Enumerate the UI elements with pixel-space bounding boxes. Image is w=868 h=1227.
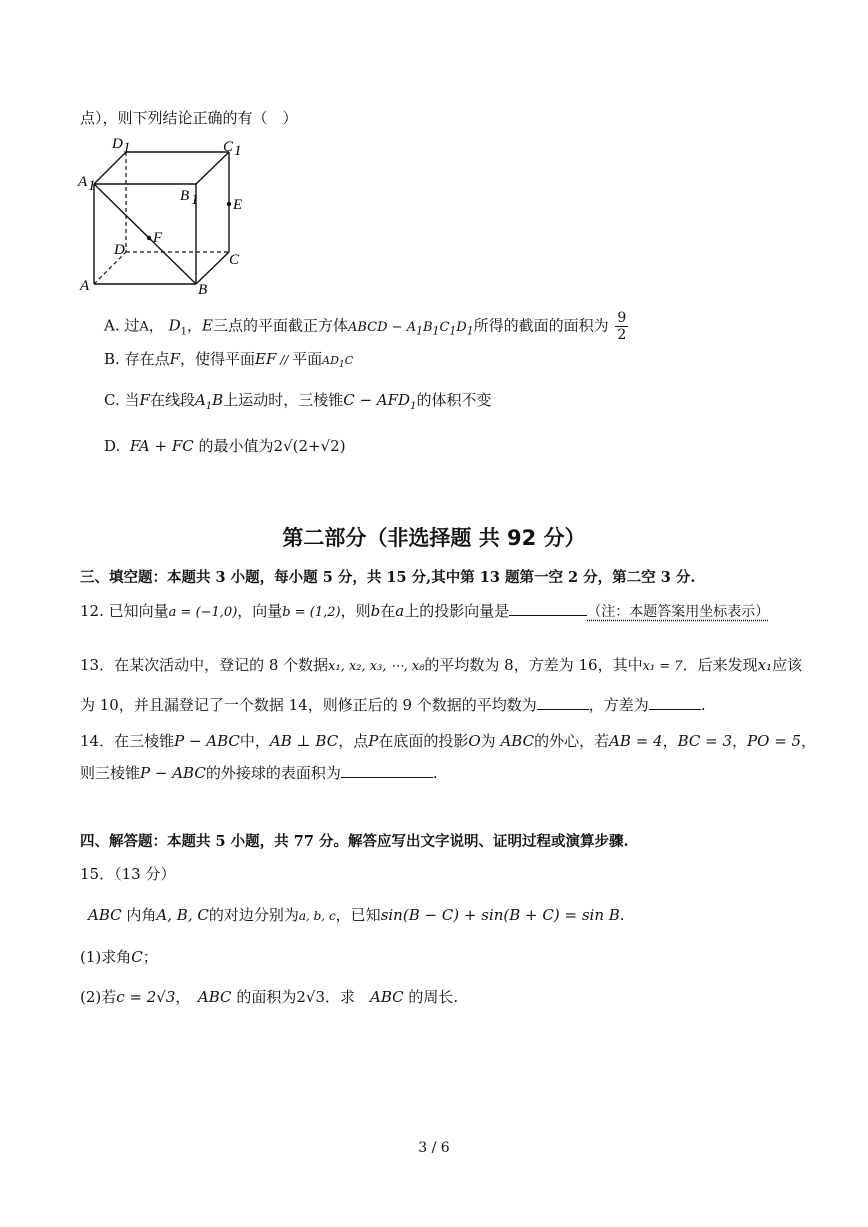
- point-e: [227, 202, 231, 206]
- question-14-line-2: 则三棱锥P − ABC的外接球的表面积为 .: [80, 764, 438, 782]
- question-12: 12. 已知向量a = (−1,0)，向量b = (1,2)，则b在a上的投影向量是 （注：本题答案用坐标表示）: [80, 602, 770, 620]
- sub-b1: 1: [191, 192, 199, 208]
- label-d1: D: [112, 136, 123, 152]
- label-c1: C: [223, 139, 234, 155]
- answer-blank-13a: [537, 695, 589, 710]
- sub-c1: 1: [234, 143, 242, 159]
- label-a: A: [80, 278, 90, 294]
- label-c: C: [229, 252, 240, 268]
- option-c: C. 当F在线段$A_1B$上运动时，三棱锥$C - AFD_1$的体积不变: [104, 391, 492, 412]
- question-13-line-2: 为 10，并且漏登记了一个数据 14，则修正后的 9 个数据的平均数为 ，方差为 .: [80, 696, 706, 714]
- point-f: [147, 236, 151, 240]
- section-4-heading: 四、解答题：本题共 5 小题，共 77 分。解答应写出文字说明、证明过程或演算步骤.: [80, 833, 629, 850]
- answer-blank-12: [509, 601, 587, 616]
- sub-d1: 1: [123, 140, 131, 156]
- question-15-body: ABC 内角A, B, C的对边分别为a, b, c，已知sin(B − C) + sin(B + C) = sin B.: [88, 906, 625, 924]
- option-d: D. FA + FC 的最小值为2√(2+√2): [104, 437, 346, 455]
- option-b: B. 存在点F，使得平面EF // 平面$AD_1C$: [104, 350, 354, 371]
- question-14-line-1: 14．在三棱锥P − ABC中，AB ⊥ BC，点P在底面的投影O为 ABC的外心，若AB = 4，BC = 3，PO = 5，: [80, 732, 817, 750]
- label-b1: B: [180, 188, 190, 204]
- question-intro: 点），则下列结论正确的有（ ）: [80, 109, 298, 127]
- answer-blank-13b: [649, 695, 701, 710]
- cube-figure: [76, 134, 276, 294]
- question-15-heading: 15．（13 分）: [80, 865, 176, 883]
- label-f: F: [153, 230, 163, 246]
- section-3-heading: 三、填空题：本题共 3 小题，每小题 5 分，共 15 分,其中第 13 题第一空 2 分，第二空 3 分.: [80, 569, 696, 586]
- label-b: B: [198, 282, 208, 294]
- answer-blank-14: [341, 763, 433, 778]
- option-a: A. 过A， $D_1$，E三点的平面截正方体ABCD − $A_1B_1C_1D_1$所得的截面的面积为 $\frac{9}{2}$: [104, 310, 627, 343]
- sub-a1: 1: [88, 178, 96, 194]
- label-d: D: [114, 242, 125, 258]
- question-15-part-1: (1)求角C；: [80, 948, 158, 966]
- label-a1: A: [78, 174, 88, 190]
- question-13-line-1: 13．在某次活动中，登记的 8 个数据x₁, x₂, x₃, ⋯, x₈的平均数为 8，方差为 16，其中x₁ = 7．后来发现x₁应该: [80, 656, 803, 674]
- page-number: 3 / 6: [418, 1140, 450, 1156]
- question-15-part-2: (2)若c = 2√3， ABC 的面积为2√3．求 ABC 的周长.: [80, 988, 459, 1006]
- label-e: E: [233, 197, 243, 213]
- part-title: 第二部分（非选择题 共 92 分）: [282, 526, 586, 550]
